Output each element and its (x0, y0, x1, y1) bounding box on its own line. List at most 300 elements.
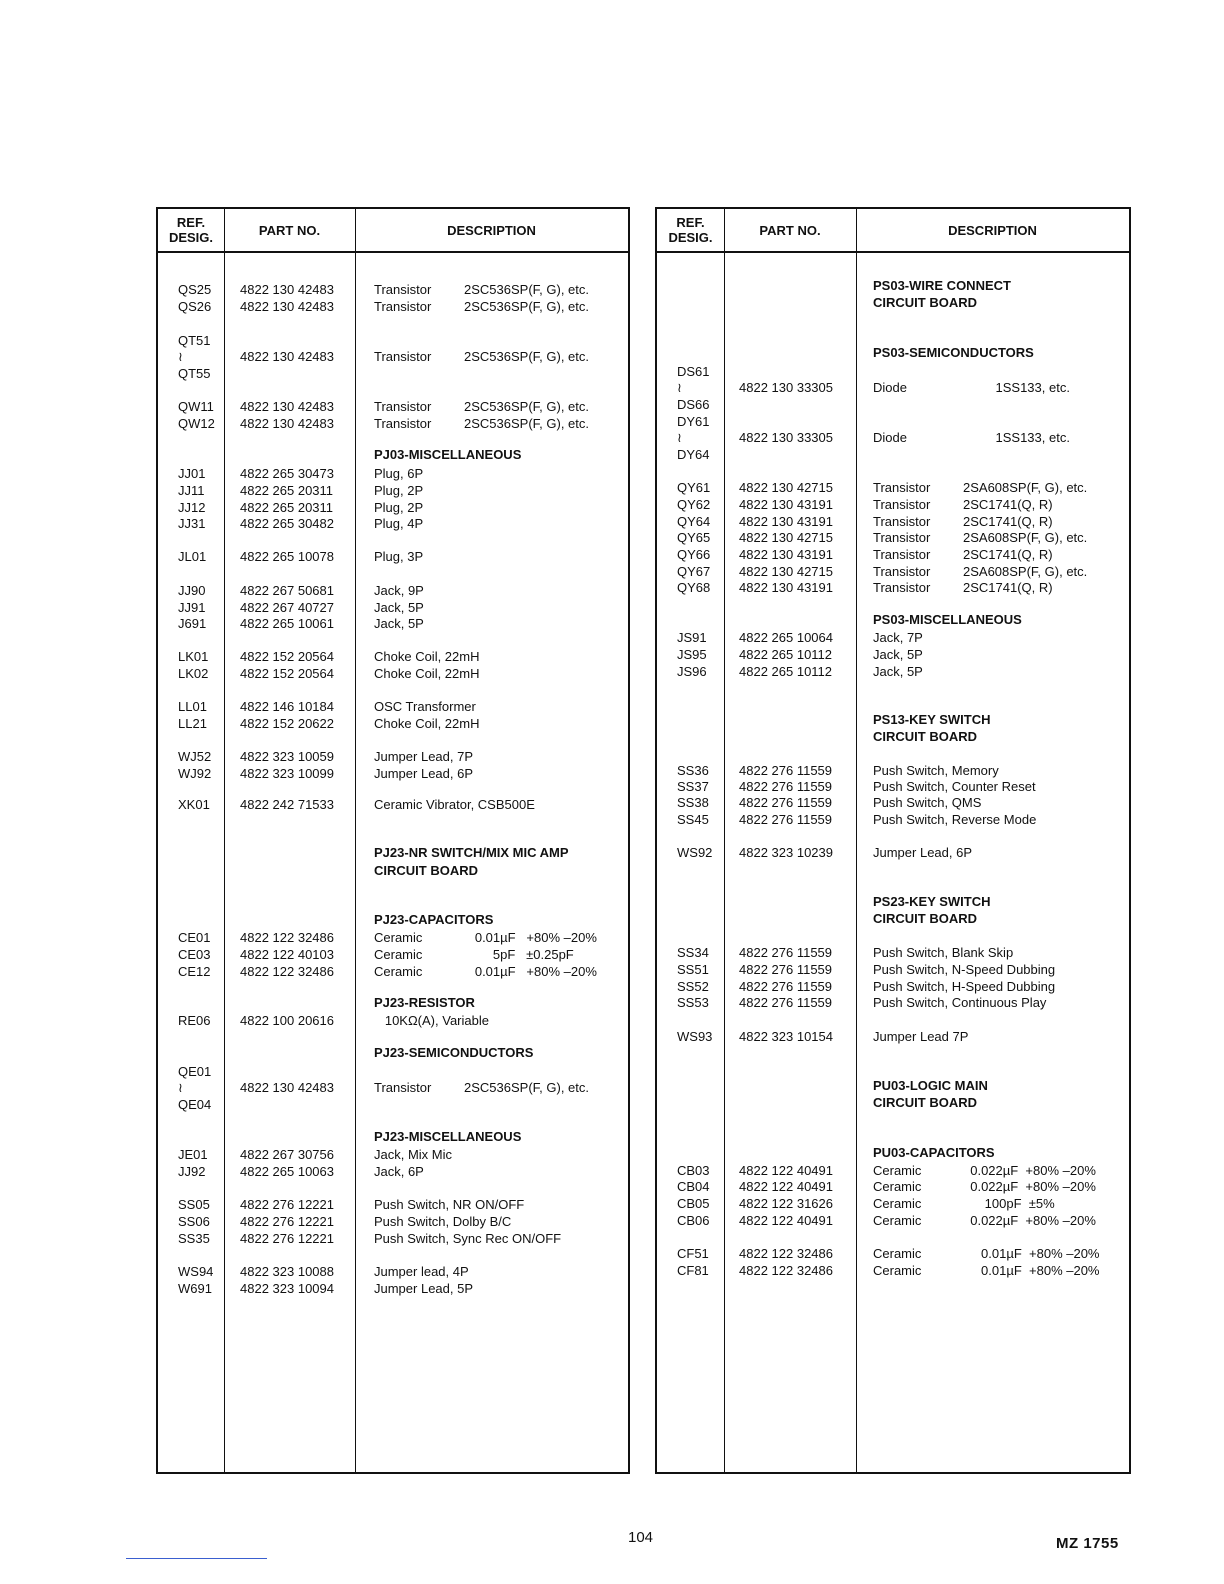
table-row (158, 863, 628, 879)
ref-desig-cell: JS96 (677, 664, 707, 679)
table-row (158, 282, 628, 298)
part-number-cell: 4822 265 30473 (240, 466, 334, 481)
table-row (657, 480, 1129, 496)
section-heading: CIRCUIT BOARD (873, 729, 977, 744)
table-row (657, 979, 1129, 995)
part-number-cell: 4822 130 43191 (739, 514, 833, 529)
spec-cell: 2SC536SP(F, G), etc. (464, 349, 589, 364)
table-row (657, 447, 1129, 463)
parts-table-left (156, 207, 630, 1474)
ref-desig-cell: QW11 (178, 399, 214, 414)
table-row (657, 497, 1129, 513)
ref-desig-cell: SS06 (178, 1214, 210, 1229)
ref-desig-cell: LK02 (178, 666, 209, 681)
ref-desig-cell: QY64 (677, 514, 711, 529)
table-row (657, 1029, 1129, 1045)
table-row (657, 1213, 1129, 1229)
ref-desig-cell: JL01 (178, 549, 207, 564)
spec-cell: 100pF ±5% (963, 1196, 1055, 1211)
parts-table-right (655, 207, 1131, 1474)
description-cell: Jack, Mix Mic (374, 1147, 452, 1162)
spec-cell: 1SS133, etc. (963, 430, 1070, 445)
ref-desig-cell: ≀ (178, 1080, 183, 1095)
description-cell: Ceramic (873, 1179, 922, 1194)
ref-desig-cell: WJ92 (178, 766, 212, 781)
description-cell: Choke Coil, 22mH (374, 649, 480, 664)
description-cell: 10KΩ(A), Variable (374, 1013, 489, 1028)
table-row (158, 1147, 628, 1163)
spec-cell: 2SC1741(Q, R) (963, 580, 1053, 595)
part-number-cell: 4822 276 11559 (739, 979, 833, 994)
table-row (657, 295, 1129, 311)
description-cell: Transistor (374, 282, 432, 297)
ref-desig-cell: WS94 (178, 1264, 214, 1279)
ref-desig-cell: CB05 (677, 1196, 710, 1211)
page-number: 104 (628, 1529, 654, 1546)
description-cell: Jumper lead, 4P (374, 1264, 469, 1279)
description-cell: Plug, 4P (374, 516, 424, 531)
description-cell: Diode (873, 430, 907, 445)
table-row (657, 397, 1129, 413)
part-number-cell: 4822 130 33305 (739, 380, 833, 395)
table-row (657, 795, 1129, 811)
table-row (657, 962, 1129, 978)
description-cell: Jumper Lead, 6P (873, 845, 973, 860)
ref-desig-cell: CB03 (677, 1163, 710, 1178)
description-cell: Transistor (873, 514, 931, 529)
section-heading: PJ23-CAPACITORS (374, 912, 494, 927)
description-cell: Push Switch, H-Speed Dubbing (873, 979, 1056, 994)
ref-desig-cell: JS91 (677, 630, 707, 645)
spec-cell: 2SC536SP(F, G), etc. (464, 299, 589, 314)
table-row (657, 547, 1129, 563)
part-number-cell: 4822 276 12221 (240, 1231, 334, 1246)
description-cell: Transistor (374, 1080, 432, 1095)
table-row (657, 564, 1129, 580)
part-number-cell: 4822 122 40491 (739, 1213, 833, 1228)
part-number-cell: 4822 130 42715 (739, 564, 833, 579)
table-row (657, 945, 1129, 961)
description-cell: Ceramic (374, 930, 423, 945)
table-row (158, 845, 628, 861)
part-number-cell: 4822 265 10063 (240, 1164, 334, 1179)
table-row (657, 612, 1129, 628)
ref-desig-cell: QY68 (677, 580, 711, 595)
description-cell: Push Switch, Continuous Play (873, 995, 1047, 1010)
section-heading: PJ23-NR SWITCH/MIX MIC AMP (374, 845, 569, 860)
description-cell: Choke Coil, 22mH (374, 716, 480, 731)
table-row (158, 1264, 628, 1280)
ref-desig-cell: SS51 (677, 962, 709, 977)
part-number-cell: 4822 122 40491 (739, 1163, 833, 1178)
ref-desig-cell: RE06 (178, 1013, 211, 1028)
table-row (657, 911, 1129, 927)
table-row (657, 894, 1129, 910)
table-row (657, 763, 1129, 779)
part-number-cell: 4822 122 32486 (240, 930, 334, 945)
section-heading: PJ23-RESISTOR (374, 995, 475, 1010)
ref-desig-cell: JJ90 (178, 583, 206, 598)
ref-desig-cell: QE04 (178, 1097, 212, 1112)
table-row (657, 779, 1129, 795)
ref-desig-cell: DS66 (677, 397, 710, 412)
part-number-cell: 4822 130 43191 (739, 547, 833, 562)
description-cell: Push Switch, N-Speed Dubbing (873, 962, 1056, 977)
section-heading: CIRCUIT BOARD (873, 911, 977, 926)
description-cell: Push Switch, QMS (873, 795, 982, 810)
description-cell: Jack, 6P (374, 1164, 424, 1179)
description-cell: OSC Transformer (374, 699, 476, 714)
table-row (158, 699, 628, 715)
table-row (158, 995, 628, 1011)
description-cell: Plug, 2P (374, 483, 424, 498)
ref-desig-cell: QY61 (677, 480, 711, 495)
part-number-cell: 4822 130 42483 (240, 349, 334, 364)
table-row (657, 647, 1129, 663)
description-cell: Plug, 6P (374, 466, 424, 481)
ref-desig-cell: QW12 (178, 416, 215, 431)
description-cell: Plug, 2P (374, 500, 424, 515)
ref-desig-cell: WJ52 (178, 749, 212, 764)
table-row (657, 1145, 1129, 1161)
part-number-cell: 4822 276 11559 (739, 763, 833, 778)
table-row (158, 1214, 628, 1230)
table-row (657, 1263, 1129, 1279)
part-number-cell: 4822 276 12221 (240, 1214, 334, 1229)
part-number-cell: 4822 152 20564 (240, 666, 334, 681)
table-row (158, 1231, 628, 1247)
ref-desig-cell: XK01 (178, 797, 210, 812)
part-number-cell: 4822 122 32486 (739, 1263, 833, 1278)
ref-desig-cell: JJ31 (178, 516, 206, 531)
ref-desig-cell: WS93 (677, 1029, 713, 1044)
ref-desig-cell: J691 (178, 616, 207, 631)
rows-right (657, 209, 1129, 1472)
ref-desig-cell: WS92 (677, 845, 713, 860)
ref-desig-cell: CE01 (178, 930, 211, 945)
description-cell: Transistor (873, 564, 931, 579)
table-row (158, 399, 628, 415)
description-cell: Plug, 3P (374, 549, 424, 564)
ref-desig-cell: LK01 (178, 649, 209, 664)
spec-cell: 0.01µF +80% –20% (963, 1246, 1100, 1261)
ref-desig-cell: QT55 (178, 366, 211, 381)
table-row (158, 549, 628, 565)
ref-desig-cell: QS25 (178, 282, 212, 297)
spec-cell: 0.01µF +80% –20% (464, 930, 597, 945)
table-row (158, 333, 628, 349)
spec-cell: 2SC1741(Q, R) (963, 547, 1053, 562)
table-row (158, 1164, 628, 1180)
ref-desig-cell: QY67 (677, 564, 711, 579)
document-code: MZ 1755 (1056, 1535, 1119, 1552)
section-heading: PJ23-SEMICONDUCTORS (374, 1045, 534, 1060)
ref-desig-cell: SS35 (178, 1231, 210, 1246)
description-cell: Push Switch, Sync Rec ON/OFF (374, 1231, 562, 1246)
ref-desig-cell: SS38 (677, 795, 709, 810)
ref-desig-cell: W691 (178, 1281, 212, 1296)
table-row (158, 516, 628, 532)
description-cell: Jumper Lead 7P (873, 1029, 969, 1044)
section-heading: PS03-WIRE CONNECT (873, 278, 1011, 293)
spec-cell: 2SA608SP(F, G), etc. (963, 480, 1088, 495)
section-heading: CIRCUIT BOARD (873, 295, 977, 310)
part-number-cell: 4822 152 20564 (240, 649, 334, 664)
table-row (158, 466, 628, 482)
table-row (158, 947, 628, 963)
description-cell: Jack, 5P (873, 664, 923, 679)
description-cell: Push Switch, Dolby B/C (374, 1214, 512, 1229)
ref-desig-cell: SS34 (677, 945, 709, 960)
ref-desig-cell: DS61 (677, 364, 710, 379)
spec-cell: 2SC536SP(F, G), etc. (464, 1080, 589, 1095)
ref-desig-cell: DY64 (677, 447, 710, 462)
part-number-cell: 4822 265 10112 (739, 664, 833, 679)
table-row (158, 1097, 628, 1113)
part-number-cell: 4822 100 20616 (240, 1013, 334, 1028)
part-number-cell: 4822 267 30756 (240, 1147, 334, 1162)
ref-desig-header: REF. DESIG. (168, 215, 214, 245)
spec-cell: 2SA608SP(F, G), etc. (963, 530, 1088, 545)
part-number-cell: 4822 276 12221 (240, 1197, 334, 1212)
description-cell: Jack, 5P (374, 600, 424, 615)
divider (126, 1558, 267, 1559)
ref-desig-cell: DY61 (677, 414, 710, 429)
part-number-cell: 4822 323 10094 (240, 1281, 334, 1296)
part-number-cell: 4822 130 33305 (739, 430, 833, 445)
part-number-cell: 4822 122 32486 (739, 1246, 833, 1261)
ref-desig-cell: SS36 (677, 763, 709, 778)
table-row (158, 416, 628, 432)
table-row (657, 514, 1129, 530)
part-number-cell: 4822 122 40103 (240, 947, 334, 962)
section-heading: PU03-CAPACITORS (873, 1145, 995, 1160)
ref-desig-cell: ≀ (677, 430, 682, 445)
table-row (158, 766, 628, 782)
section-heading: CIRCUIT BOARD (873, 1095, 977, 1110)
ref-desig-cell: ≀ (178, 349, 183, 364)
table-row (657, 630, 1129, 646)
table-row (657, 278, 1129, 294)
part-number-cell: 4822 265 10061 (240, 616, 334, 631)
part-number-cell: 4822 276 11559 (739, 812, 833, 827)
description-cell: Transistor (873, 547, 931, 562)
part-number-cell: 4822 276 11559 (739, 995, 833, 1010)
description-cell: Transistor (374, 416, 432, 431)
table-row (657, 1078, 1129, 1094)
ref-desig-cell: SS52 (677, 979, 709, 994)
table-row (158, 500, 628, 516)
ref-desig-header: REF. DESIG. (668, 215, 713, 245)
table-row (158, 1197, 628, 1213)
ref-desig-cell: JJ92 (178, 1164, 206, 1179)
spec-cell: 5pF ±0.25pF (464, 947, 574, 962)
part-number-cell: 4822 130 42483 (240, 416, 334, 431)
table-row (158, 483, 628, 499)
table-row (158, 1281, 628, 1297)
ref-desig-cell: QY66 (677, 547, 711, 562)
description-cell: Push Switch, Counter Reset (873, 779, 1036, 794)
table-row (158, 299, 628, 315)
table-row (158, 912, 628, 928)
part-number-cell: 4822 130 42715 (739, 480, 833, 495)
table-row (158, 716, 628, 732)
table-row (657, 414, 1129, 430)
ref-desig-cell: JJ11 (178, 483, 205, 498)
part-number-cell: 4822 265 30482 (240, 516, 334, 531)
ref-desig-cell: CE12 (178, 964, 211, 979)
ref-desig-cell: CF81 (677, 1263, 709, 1278)
part-number-cell: 4822 323 10239 (739, 845, 833, 860)
spec-cell: 2SC1741(Q, R) (963, 514, 1053, 529)
table-row (158, 1129, 628, 1145)
table-row (158, 964, 628, 980)
table-row (657, 1179, 1129, 1195)
table-row (657, 1163, 1129, 1179)
description-cell: Transistor (873, 530, 931, 545)
description-cell: Push Switch, NR ON/OFF (374, 1197, 525, 1212)
table-row (158, 1080, 628, 1096)
part-number-cell: 4822 276 11559 (739, 945, 833, 960)
table-row (657, 712, 1129, 728)
ref-desig-cell: QS26 (178, 299, 212, 314)
spec-cell: 0.01µF +80% –20% (963, 1263, 1100, 1278)
part-number-cell: 4822 323 10059 (240, 749, 334, 764)
ref-desig-cell: QT51 (178, 333, 211, 348)
part-no-header: PART NO. (759, 222, 821, 238)
description-cell: Push Switch, Blank Skip (873, 945, 1014, 960)
ref-desig-cell: SS05 (178, 1197, 210, 1212)
part-number-cell: 4822 323 10099 (240, 766, 334, 781)
description-cell: Jumper Lead, 5P (374, 1281, 474, 1296)
ref-desig-cell: JE01 (178, 1147, 208, 1162)
spec-cell: 1SS133, etc. (963, 380, 1070, 395)
table-row (657, 430, 1129, 446)
part-number-cell: 4822 267 40727 (240, 600, 334, 615)
part-number-cell: 4822 265 20311 (240, 483, 334, 498)
description-cell: Jack, 9P (374, 583, 424, 598)
section-heading: PJ03-MISCELLANEOUS (374, 447, 522, 462)
table-row (657, 580, 1129, 596)
description-cell: Choke Coil, 22mH (374, 666, 480, 681)
ref-desig-cell: QY62 (677, 497, 711, 512)
table-row (657, 1095, 1129, 1111)
table-row (657, 530, 1129, 546)
ref-desig-cell: JJ91 (178, 600, 206, 615)
spec-cell: 0.022µF +80% –20% (963, 1179, 1096, 1194)
spec-cell: 0.01µF +80% –20% (464, 964, 597, 979)
section-heading: PS03-MISCELLANEOUS (873, 612, 1022, 627)
part-no-header: PART NO. (258, 222, 321, 238)
table-row (158, 930, 628, 946)
part-number-cell: 4822 130 42483 (240, 1080, 334, 1095)
description-cell: Transistor (873, 497, 931, 512)
section-heading: PS23-KEY SWITCH (873, 894, 991, 909)
description-cell: Push Switch, Memory (873, 763, 999, 778)
section-heading: PS03-SEMICONDUCTORS (873, 345, 1034, 360)
ref-desig-cell: JS95 (677, 647, 707, 662)
description-cell: Ceramic (873, 1213, 922, 1228)
table-row (158, 797, 628, 813)
table-row (657, 729, 1129, 745)
description-cell: Transistor (374, 299, 432, 314)
ref-desig-cell: CF51 (677, 1246, 709, 1261)
description-cell: Transistor (873, 480, 931, 495)
ref-desig-cell: SS45 (677, 812, 709, 827)
spec-cell: 2SC536SP(F, G), etc. (464, 282, 589, 297)
part-number-cell: 4822 265 10078 (240, 549, 334, 564)
part-number-cell: 4822 323 10088 (240, 1264, 334, 1279)
part-number-cell: 4822 152 20622 (240, 716, 334, 731)
part-number-cell: 4822 146 10184 (240, 699, 334, 714)
part-number-cell: 4822 122 32486 (240, 964, 334, 979)
section-heading: CIRCUIT BOARD (374, 863, 478, 878)
ref-desig-cell: LL01 (178, 699, 207, 714)
table-row (158, 600, 628, 616)
table-row (158, 749, 628, 765)
rows-left (158, 209, 628, 1472)
description-cell: Push Switch, Reverse Mode (873, 812, 1037, 827)
section-heading: PU03-LOGIC MAIN (873, 1078, 988, 1093)
ref-desig-cell: CE03 (178, 947, 211, 962)
table-row (158, 349, 628, 365)
description-cell: Ceramic (873, 1246, 922, 1261)
description-cell: Jack, 5P (374, 616, 424, 631)
table-row (657, 380, 1129, 396)
ref-desig-cell: CB04 (677, 1179, 710, 1194)
ref-desig-cell: QE01 (178, 1064, 212, 1079)
part-number-cell: 4822 130 42483 (240, 282, 334, 297)
table-row (657, 1196, 1129, 1212)
spec-cell: 2SA608SP(F, G), etc. (963, 564, 1088, 579)
part-number-cell: 4822 130 43191 (739, 497, 833, 512)
description-cell: Transistor (873, 580, 931, 595)
part-number-cell: 4822 265 10064 (739, 630, 833, 645)
description-header: DESCRIPTION (447, 222, 536, 238)
table-row (657, 664, 1129, 680)
description-cell: Jack, 5P (873, 647, 923, 662)
part-number-cell: 4822 276 11559 (739, 795, 833, 810)
description-header: DESCRIPTION (948, 222, 1037, 238)
part-number-cell: 4822 130 42715 (739, 530, 833, 545)
ref-desig-cell: QY65 (677, 530, 711, 545)
spec-cell: 2SC1741(Q, R) (963, 497, 1053, 512)
description-cell: Diode (873, 380, 907, 395)
table-row (657, 845, 1129, 861)
section-heading: PS13-KEY SWITCH (873, 712, 991, 727)
description-cell: Ceramic (374, 964, 423, 979)
description-cell: Ceramic (873, 1163, 922, 1178)
part-number-cell: 4822 267 50681 (240, 583, 334, 598)
description-cell: Transistor (374, 399, 432, 414)
section-heading: PJ23-MISCELLANEOUS (374, 1129, 522, 1144)
spec-cell: 2SC536SP(F, G), etc. (464, 399, 589, 414)
description-cell: Ceramic (873, 1263, 922, 1278)
description-cell: Jumper Lead, 7P (374, 749, 474, 764)
description-cell: Ceramic (374, 947, 423, 962)
ref-desig-cell: SS53 (677, 995, 709, 1010)
ref-desig-cell: CB06 (677, 1213, 710, 1228)
table-row (158, 649, 628, 665)
description-cell: Ceramic Vibrator, CSB500E (374, 797, 535, 812)
part-number-cell: 4822 276 11559 (739, 962, 833, 977)
part-number-cell: 4822 130 43191 (739, 580, 833, 595)
part-number-cell: 4822 130 42483 (240, 299, 334, 314)
table-row (158, 666, 628, 682)
part-number-cell: 4822 242 71533 (240, 797, 334, 812)
ref-desig-cell: ≀ (677, 380, 682, 395)
part-number-cell: 4822 265 10112 (739, 647, 833, 662)
